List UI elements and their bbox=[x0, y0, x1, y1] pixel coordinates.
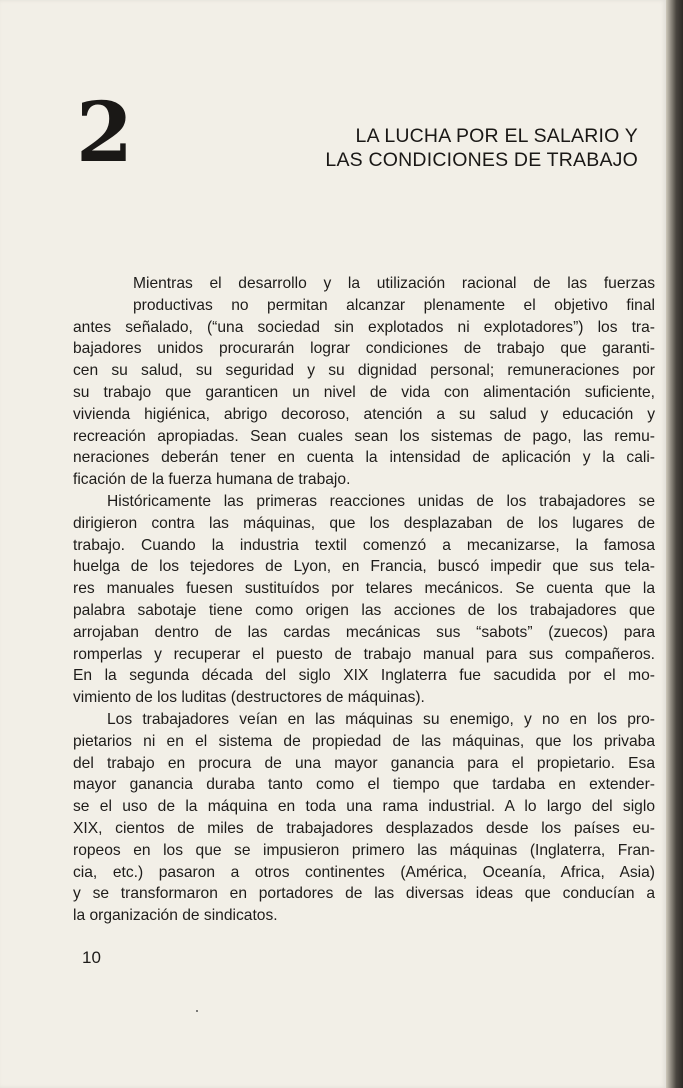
book-spine-edge bbox=[666, 0, 683, 1088]
text-line: romperlas y recuperar el puesto de trabajo manual para sus compañeros. bbox=[73, 645, 655, 663]
text-line: neraciones deberán tener en cuenta la intensidad de aplicación y la cali- bbox=[73, 449, 655, 467]
text-line: del trabajo en procura de una mayor ganancia para el propietario. Esa bbox=[73, 754, 655, 772]
text-line: bajadores unidos procurarán lograr condiciones de trabajo que garanti- bbox=[73, 340, 655, 358]
page-number: 10 bbox=[82, 948, 101, 967]
text-line: dirigieron contra las máquinas, que los desplazaban de los lugares de bbox=[73, 514, 655, 532]
text-line: recreación apropiadas. Sean cuales sean los sistemas de pago, las remu- bbox=[73, 427, 655, 445]
text-line: huelga de los tejedores de Lyon, en Francia, buscó impedir que sus tela- bbox=[73, 558, 655, 576]
text-line: Los trabajadores veían en las máquinas su enemigo, y no en los pro- bbox=[107, 710, 655, 728]
text-line: antes señalado, (“una sociedad sin explotados ni explotadores”) los tra- bbox=[73, 318, 655, 336]
text-line: Históricamente las primeras reacciones unidas de los trabajadores se bbox=[107, 492, 655, 510]
text-line: y se transformaron en portadores de las diversas ideas que conducían a bbox=[73, 885, 655, 903]
text-line: Mientras el desarrollo y la utilización racional de las fuerzas bbox=[133, 275, 655, 292]
text-line: la organización de sindicatos. bbox=[73, 907, 278, 925]
text-line: XIX, cientos de miles de trabajadores desplazados desde los países eu- bbox=[73, 819, 655, 837]
text-line: arrojaban dentro de las cardas mecánicas sus “sabots” (zuecos) para bbox=[73, 623, 655, 641]
chapter-title-line: LA LUCHA POR EL SALARIO Y bbox=[355, 125, 638, 147]
chapter-title-line: LAS CONDICIONES DE TRABAJO bbox=[325, 149, 638, 171]
text-line: palabra sabotaje tiene como origen las acciones de los trabajadores que bbox=[73, 601, 655, 619]
text-line: ropeos en los que se impusieron primero las máquinas (Inglaterra, Fran- bbox=[73, 841, 655, 859]
text-line: ficación de la fuerza humana de trabajo. bbox=[73, 471, 351, 489]
chapter-title bbox=[325, 124, 638, 172]
text-line: productivas no permitan alcanzar plenamente el objetivo final bbox=[133, 296, 655, 314]
text-line: trabajo. Cuando la industria textil comenzó a mecanizarse, la famosa bbox=[73, 536, 655, 554]
text-line: mayor ganancia duraba tanto como el tiempo que tardaba en extender- bbox=[73, 776, 655, 794]
text-line: En la segunda década del siglo XIX Inglaterra fue sacudida por el mo- bbox=[73, 667, 655, 685]
chapter-number: 2 bbox=[76, 85, 134, 181]
text-line: su trabajo que garanticen un nivel de vida con alimentación suficiente, bbox=[73, 383, 655, 401]
text-line: cia, etc.) pasaron a otros continentes (América, Oceanía, Africa, Asia) bbox=[73, 863, 655, 881]
text-line: vimiento de los luditas (destructores de máquinas). bbox=[73, 689, 425, 707]
text-line: pietarios ni en el sistema de propiedad de las máquinas, que los privaba bbox=[73, 732, 655, 750]
text-line: cen su salud, su seguridad y su dignidad personal; remuneraciones por bbox=[73, 362, 655, 380]
text-line: res manuales fuesen sustituídos por telares mecánicos. Se cuenta que la bbox=[73, 580, 655, 598]
text-line: vivienda higiénica, abrigo decoroso, atención a su salud y educación y bbox=[73, 405, 655, 423]
paper-speck bbox=[196, 1010, 198, 1012]
text-line: se el uso de la máquina en toda una rama industrial. A lo largo del siglo bbox=[73, 798, 655, 816]
body-text bbox=[73, 273, 655, 927]
